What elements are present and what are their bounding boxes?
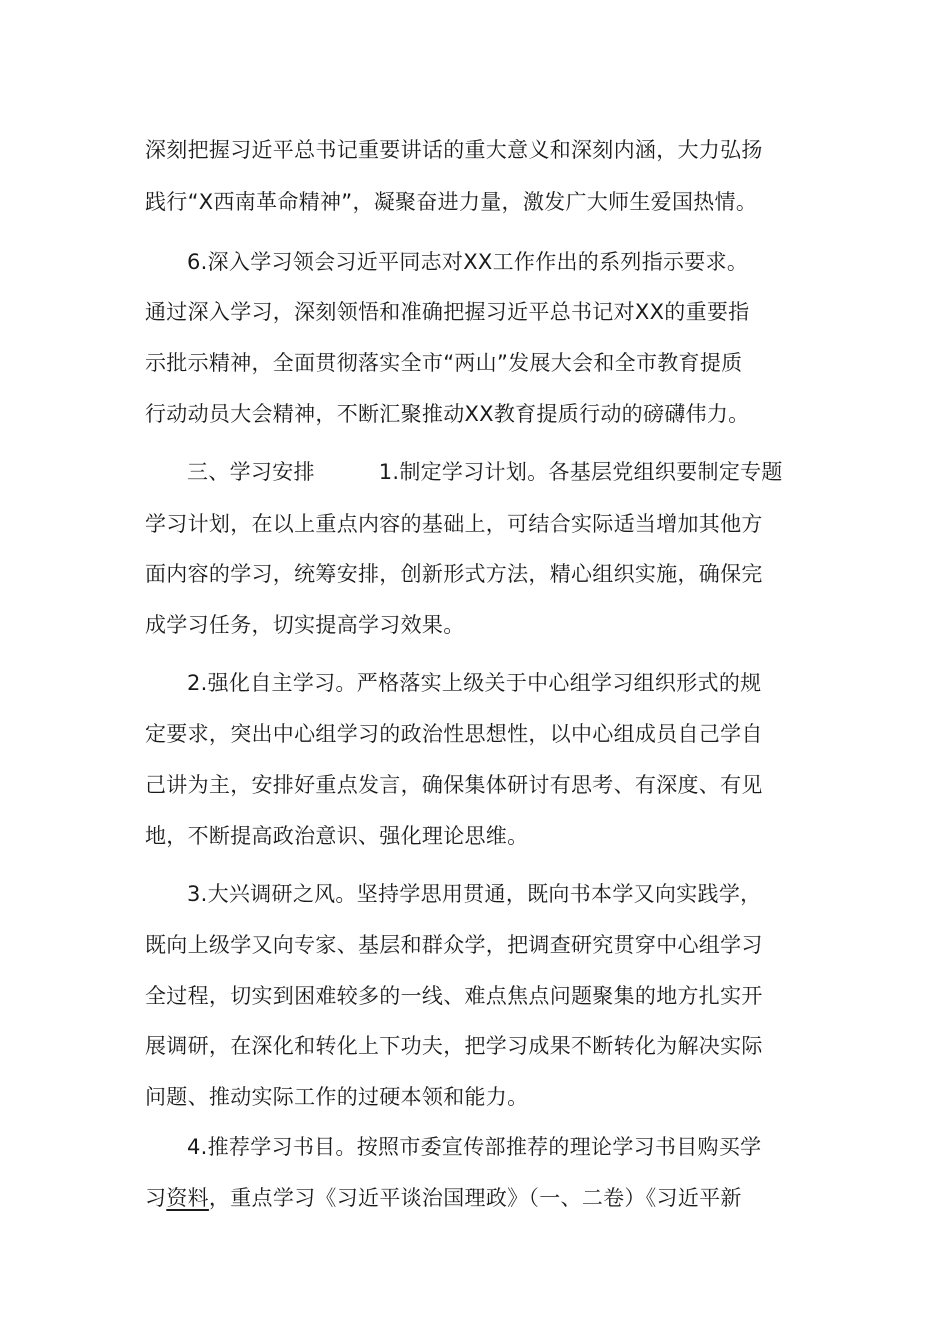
body-text-line: 展调研，在深化和转化上下功夫，把学习成果不断转化为解决实际: [145, 1034, 763, 1058]
body-text-line: 全过程，切实到困难较多的一线、难点焦点问题聚集的地方扎实开: [145, 984, 763, 1008]
body-text-line: 面内容的学习，统筹安排，创新形式方法，精心组织实施，确保完: [145, 562, 763, 586]
body-text-line: 成学习任务，切实提高学习效果。: [145, 613, 465, 637]
body-text-line-with-link: [145, 1182, 815, 1214]
body-text-line: 示批示精神，全面贯彻落实全市“两山”发展大会和全市教育提质: [145, 351, 743, 375]
body-text-line: 行动动员大会精神，不断汇聚推动XX教育提质行动的磅礴伟力。: [145, 402, 750, 426]
body-text-line: 学习计划，在以上重点内容的基础上，可结合实际适当增加其他方: [145, 512, 763, 536]
section-item-2-heading: 2.强化自主学习。严格落实上级关于中心组学习组织形式的规: [187, 671, 762, 695]
body-text-line: 问题、推动实际工作的过硬本领和能力。: [145, 1085, 529, 1109]
section-three-heading: 三、学习安排 1.制定学习计划。各基层党组织要制定专题: [187, 460, 783, 484]
section-item-3-heading: 3.大兴调研之风。坚持学思用贯通，既向书本学又向实践学，: [187, 882, 762, 906]
section-item-6-heading: 6.深入学习领会习近平同志对XX工作作出的系列指示要求。: [187, 250, 749, 274]
body-text-line: 深刻把握习近平总书记重要讲话的重大意义和深刻内涵，大力弘扬: [145, 138, 763, 162]
materials-link[interactable]: 资料: [166, 1186, 209, 1210]
body-text-line: 践行“X西南革命精神”，凝聚奋进力量，激发广大师生爱国热情。: [145, 190, 758, 214]
text-fragment: 习: [145, 1186, 167, 1210]
body-text-line: 地，不断提高政治意识、强化理论思维。: [145, 824, 529, 848]
body-text-line: 通过深入学习，深刻领悟和准确把握习近平总书记对XX的重要指: [145, 300, 750, 324]
body-text-line: 己讲为主，安排好重点发言，确保集体研讨有思考、有深度、有见: [145, 773, 763, 797]
body-text-line: 既向上级学又向专家、基层和群众学，把调查研究贯穿中心组学习: [145, 933, 763, 957]
section-item-4-heading: 4.推荐学习书目。按照市委宣传部推荐的理论学习书目购买学: [187, 1135, 762, 1159]
text-fragment: ，重点学习《习近平谈治国理政》（一、二卷）《习近平新: [208, 1186, 742, 1210]
body-text-line: 定要求，突出中心组学习的政治性思想性，以中心组成员自己学自: [145, 722, 763, 746]
